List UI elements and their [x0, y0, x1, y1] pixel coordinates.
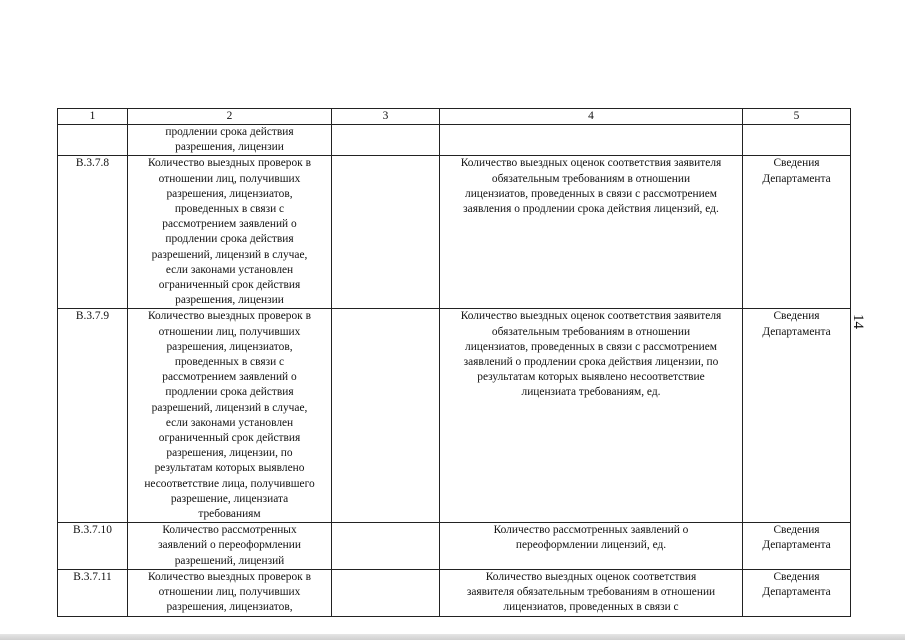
formula-cell: Количество рассмотренных заявлений о переоформлении лицензий, ед. [440, 523, 743, 570]
indicator-cell: Количество выездных проверок в отношении лиц, получивших разрешения, лицензиатов, проведенных в связи с рассмотрением заявлений о продлении срока действия разрешений, лицензий в случае, если законами установлен ограниченный срок действия разрешения, лицензии [128, 156, 332, 309]
header-cell-2: 2 [128, 109, 332, 125]
col3-cell [332, 125, 440, 156]
formula-cell: Количество выездных оценок соответствия заявителя обязательным требованиям в отношении лицензиатов, проведенных в связи с [440, 569, 743, 616]
code-cell: В.3.7.10 [58, 523, 128, 570]
code-cell: В.3.7.9 [58, 309, 128, 523]
indicator-cell: продлении срока действия разрешения, лицензии [128, 125, 332, 156]
header-cell-3: 3 [332, 109, 440, 125]
scan-bottom-edge [0, 634, 905, 640]
table-row [58, 309, 851, 523]
col3-cell [332, 523, 440, 570]
page-number: 14 [850, 314, 866, 329]
header-cell-4: 4 [440, 109, 743, 125]
indicator-cell: Количество выездных проверок в отношении лиц, получивших разрешения, лицензиатов, проведенных в связи с рассмотрением заявлений о продлении срока действия разрешений, лицензий в случае, если законами установлен ограниченный срок действия разрешения, лицензии, по результатам которых выявлено несоответствие лица, получившего разрешение, лицензиата требованиям [128, 309, 332, 523]
header-cell-1: 1 [58, 109, 128, 125]
formula-cell [440, 125, 743, 156]
source-cell: Сведения Департамента [743, 523, 851, 570]
indicator-cell: Количество рассмотренных заявлений о переоформлении разрешений, лицензий [128, 523, 332, 570]
source-cell: Сведения Департамента [743, 156, 851, 309]
formula-cell: Количество выездных оценок соответствия заявителя обязательным требованиям в отношении лицензиатов, проведенных в связи с рассмотрением заявлений о продлении срока действия лицензии, по результатам которых выявлено несоответствие лицензиата требованиям, ед. [440, 309, 743, 523]
header-cell-5: 5 [743, 109, 851, 125]
code-cell [58, 125, 128, 156]
indicator-cell: Количество выездных проверок в отношении лиц, получивших разрешения, лицензиатов, [128, 569, 332, 616]
col3-cell [332, 569, 440, 616]
table-row [58, 569, 851, 616]
source-cell: Сведения Департамента [743, 309, 851, 523]
formula-cell: Количество выездных оценок соответствия заявителя обязательным требованиям в отношении лицензиатов, проведенных в связи с рассмотрением заявления о продлении срока действия лицензий, ед. [440, 156, 743, 309]
source-cell: Сведения Департамента [743, 569, 851, 616]
code-cell: В.3.7.8 [58, 156, 128, 309]
table-row [58, 125, 851, 156]
source-cell [743, 125, 851, 156]
indicators-table [57, 108, 851, 617]
col3-cell [332, 156, 440, 309]
col3-cell [332, 309, 440, 523]
table-row [58, 156, 851, 309]
code-cell: В.3.7.11 [58, 569, 128, 616]
table-row [58, 523, 851, 570]
table-header-row [58, 109, 851, 125]
